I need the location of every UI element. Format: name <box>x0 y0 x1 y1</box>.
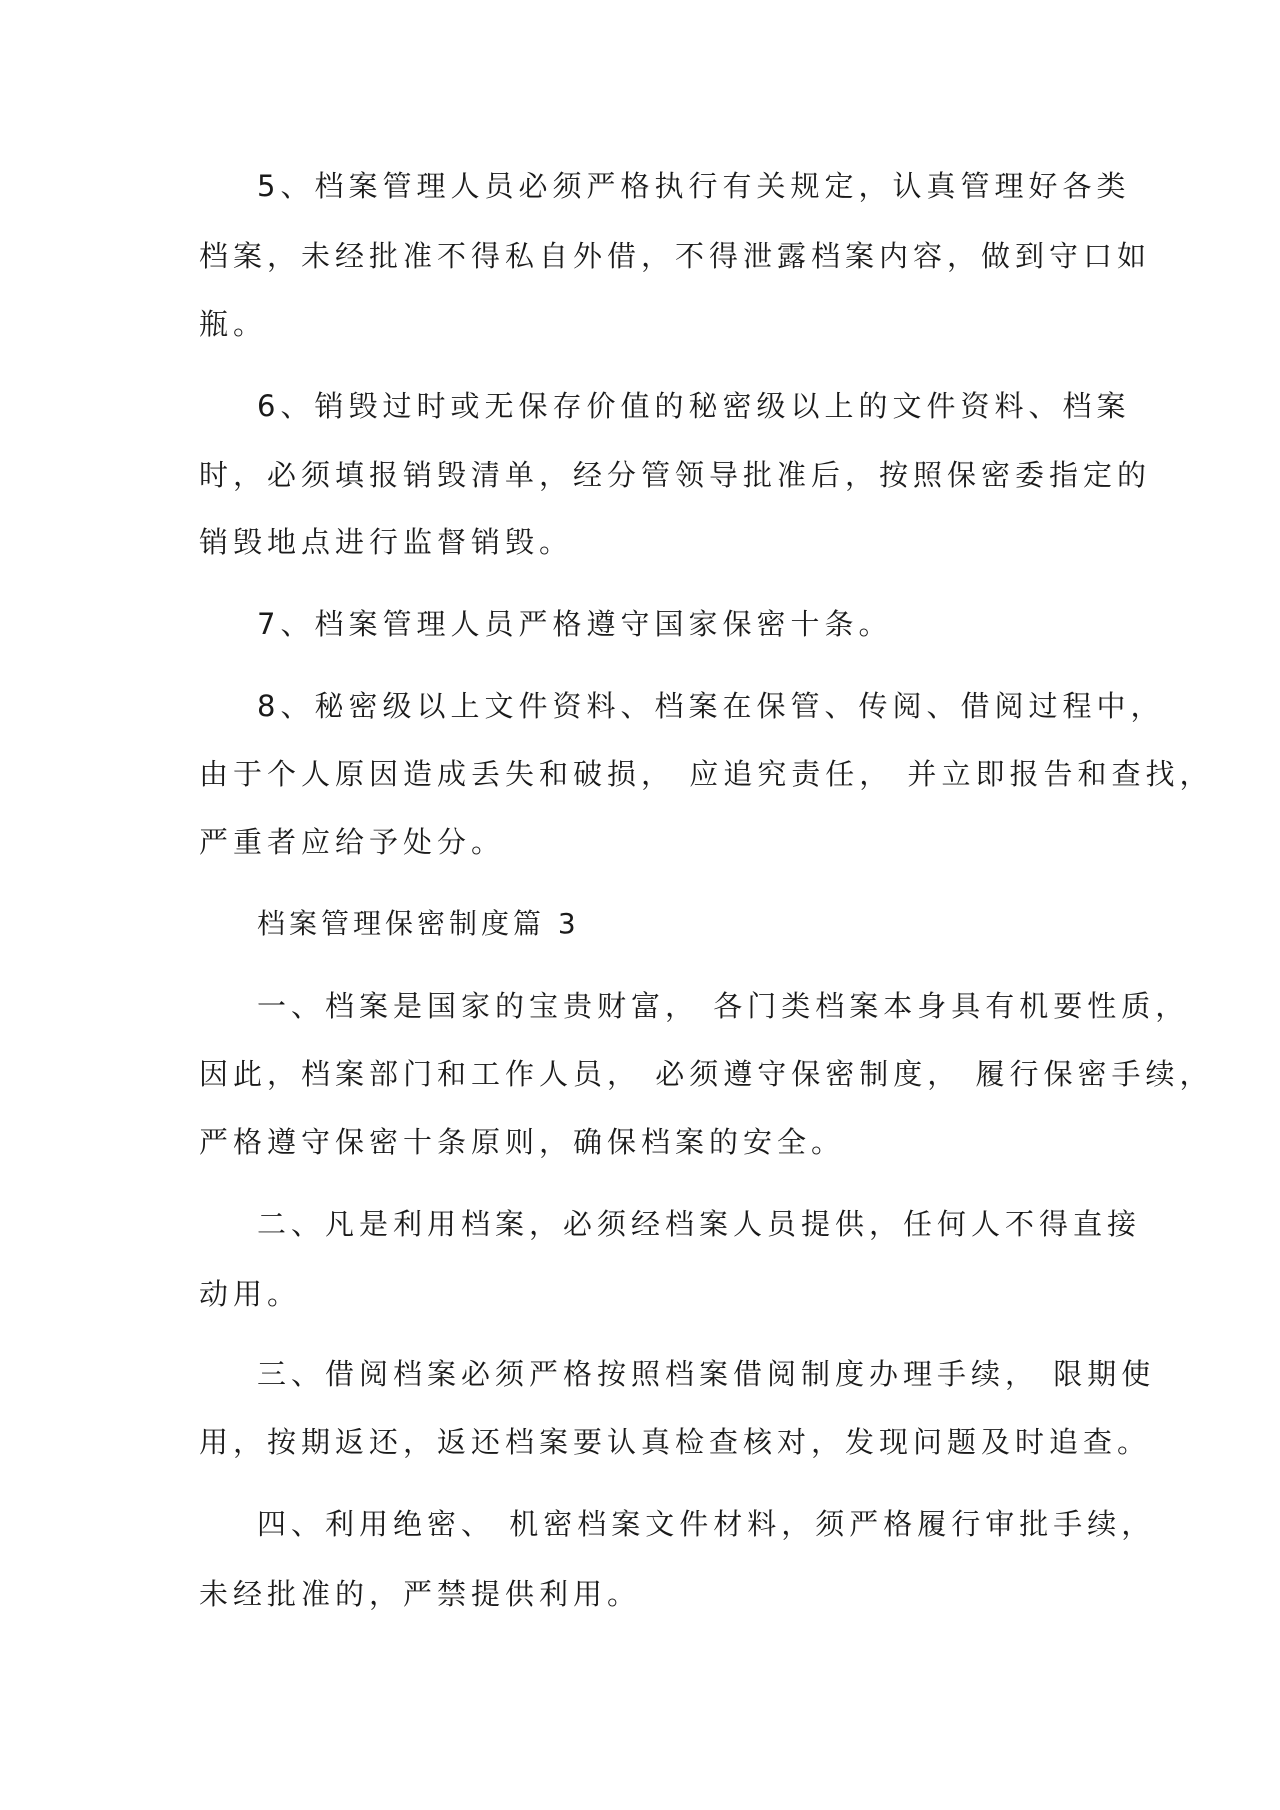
paragraph-line: 5、档案管理人员必须严格执行有关规定，认真管理好各类 <box>257 169 1131 203</box>
paragraph-line: 因此，档案部门和工作人员， 必须遵守保密制度， 履行保密手续， <box>199 1057 1214 1091</box>
paragraph-line: 动用。 <box>199 1277 302 1311</box>
paragraph-line: 四、利用绝密、 机密档案文件材料，须严格履行审批手续， <box>257 1507 1156 1541</box>
paragraph-line: 时，必须填报销毁清单，经分管领导批准后，按照保密委指定的 <box>199 458 1152 492</box>
paragraph-line: 三、借阅档案必须严格按照档案借阅制度办理手续， 限期使 <box>257 1357 1156 1391</box>
paragraph-line: 未经批准的，严禁提供利用。 <box>199 1577 642 1611</box>
paragraph-line: 用，按期返还，返还档案要认真检查核对，发现问题及时追查。 <box>199 1425 1152 1459</box>
paragraph-line: 严格遵守保密十条原则，确保档案的安全。 <box>199 1125 846 1159</box>
paragraph-line: 销毁地点进行监督销毁。 <box>199 525 574 559</box>
paragraph-line: 一、档案是国家的宝贵财富， 各门类档案本身具有机要性质， <box>257 989 1190 1023</box>
paragraph-line: 档案，未经批准不得私自外借，不得泄露档案内容，做到守口如 <box>199 239 1152 273</box>
paragraph-line: 7、档案管理人员严格遵守国家保密十条。 <box>257 607 893 641</box>
paragraph-line: 由于个人原因造成丢失和破损， 应追究责任， 并立即报告和查找， <box>199 757 1214 791</box>
paragraph-line: 二、凡是利用档案，必须经档案人员提供，任何人不得直接 <box>257 1207 1142 1241</box>
paragraph-line: 瓶。 <box>199 307 268 341</box>
paragraph-line: 6、销毁过时或无保存价值的秘密级以上的文件资料、档案 <box>257 389 1131 423</box>
section-heading-text: 档案管理保密制度篇 3 <box>257 907 580 940</box>
paragraph-line: 8、秘密级以上文件资料、档案在保管、传阅、借阅过程中， <box>257 689 1165 723</box>
paragraph-line: 严重者应给予处分。 <box>199 825 506 859</box>
